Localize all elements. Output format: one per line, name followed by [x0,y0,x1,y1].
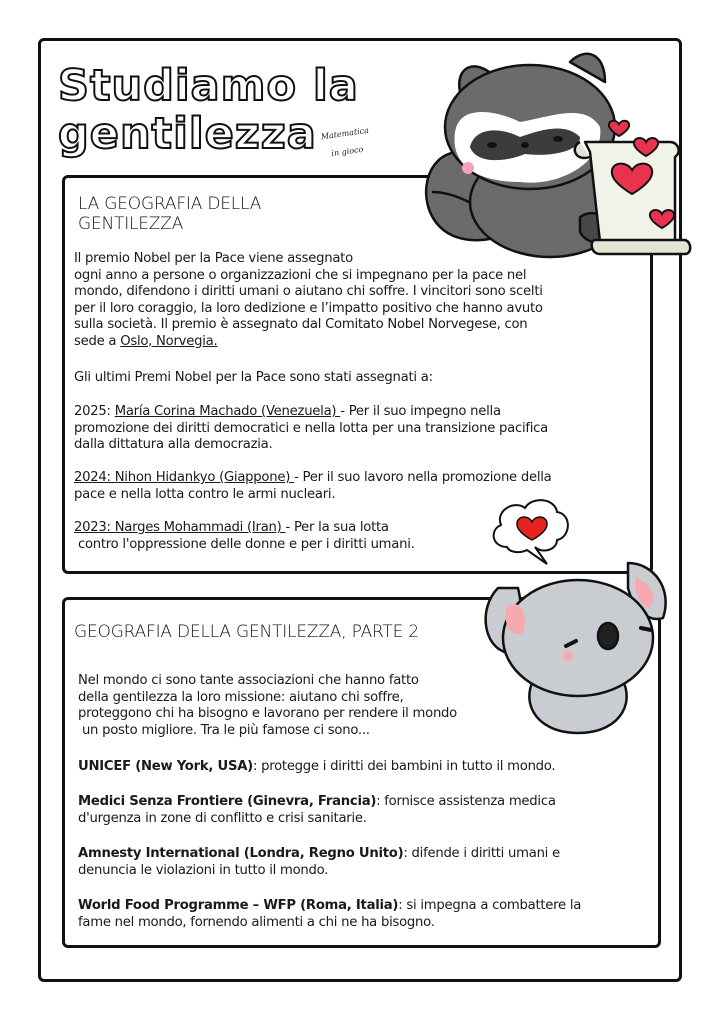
org-name: World Food Programme – WFP (Roma, Italia) [78,898,399,913]
org-desc-line: fame nel mondo, fornendo alimenti a chi ne ha bisogno. [78,914,435,930]
desc-line: pace e nella lotta contro le armi nucleari. [74,486,336,502]
text-line: proteggono chi ha bisogno e lavorano per rendere il mondo [78,706,457,721]
org-name: Amnesty International (Londra, Regno Unito) [78,846,404,861]
desc: - Per il suo lavoro nella promozione della [294,470,552,485]
title-line-1: Studiamo la [58,61,359,111]
text-line: della gentilezza la loro missione: aiutano chi soffre, [78,689,404,705]
text-line: un posto migliore. Tra le più famose ci sono... [78,722,370,738]
org-desc-line: denuncia le violazioni in tutto il mondo. [78,862,329,878]
org-desc: : fornisce assistenza medica [376,794,556,809]
desc: - Per il suo impegno nella [340,404,501,419]
org-amnesty [78,846,560,879]
tagline [320,122,373,164]
winner-2025 [74,404,548,454]
winner-2023 [74,520,415,553]
section1-heading [78,194,261,234]
org-name: UNICEF (New York, USA) [78,759,253,774]
winner-2024 [74,470,552,503]
winner-name-link[interactable]: 2023: Narges Mohammadi (Iran) [74,520,286,535]
org-desc-line: d'urgenza in zone di conflitto e crisi sanitarie. [78,810,367,826]
koala-illustration-icon [478,548,678,738]
desc-line: contro l'oppressione delle donne e per i diritti umani. [74,536,415,552]
section2-heading: GEOGRAFIA DELLA GENTILEZZA, PARTE 2 [74,622,419,642]
org-unicef [78,759,555,776]
org-desc: : si impegna a combattere la [398,898,582,913]
org-desc: : protegge i diritti dei bambini in tutto il mondo. [252,759,556,774]
year: 2025: [74,404,115,419]
text-line: Nel mondo ci sono tante associazioni che hanno fatto [78,673,419,688]
org-msf [78,794,556,827]
org-wfp [78,898,581,931]
heading-line: GENTILEZZA [78,214,184,234]
org-name: Medici Senza Frontiere (Ginevra, Francia) [78,794,377,809]
text: sede a [74,333,121,349]
org-desc: : difende i diritti umani e [403,846,560,861]
text-line [74,334,543,351]
tagline-line-1: Matematica [320,125,370,142]
winner-name-link[interactable]: 2024: Nihon Hidankyo (Giappone) [74,470,295,485]
winner-name-link[interactable]: María Corina Machado (Venezuela) [114,404,341,419]
raccoon-illustration-icon [420,42,700,272]
text-line: Il premio Nobel per la Pace viene assegnato [74,251,353,266]
text-line: per il loro coraggio, la loro dedizione e l’impatto positivo che hanno avuto [74,300,543,316]
text-line: sulla società. Il premio è assegnato dal Comitato Nobel Norvegese, con [74,317,528,332]
title-line-2: gentilezza [58,109,317,159]
page-title [58,62,359,158]
desc-line: promozione dei diritti democratici e nella lotta per una transizione pacifica [74,420,549,436]
tagline-line-2: in gioco [330,144,364,159]
desc: - Per la sua lotta [285,520,389,535]
text-line: ogni anno a persone o organizzazioni che si impegnano per la pace nel [74,267,527,283]
section2-intro [78,673,457,739]
oslo-link[interactable]: Oslo, Norvegia. [120,333,218,349]
desc-line: dalla dittatura alla democrazia. [74,437,273,452]
winners-intro: Gli ultimi Premi Nobel per la Pace sono stati assegnati a: [74,370,433,385]
text-line: mondo, difendono i diritti umani o aiutano chi soffre. I vincitori sono scelti [74,284,543,299]
heading-line: LA GEOGRAFIA DELLA [78,194,262,214]
